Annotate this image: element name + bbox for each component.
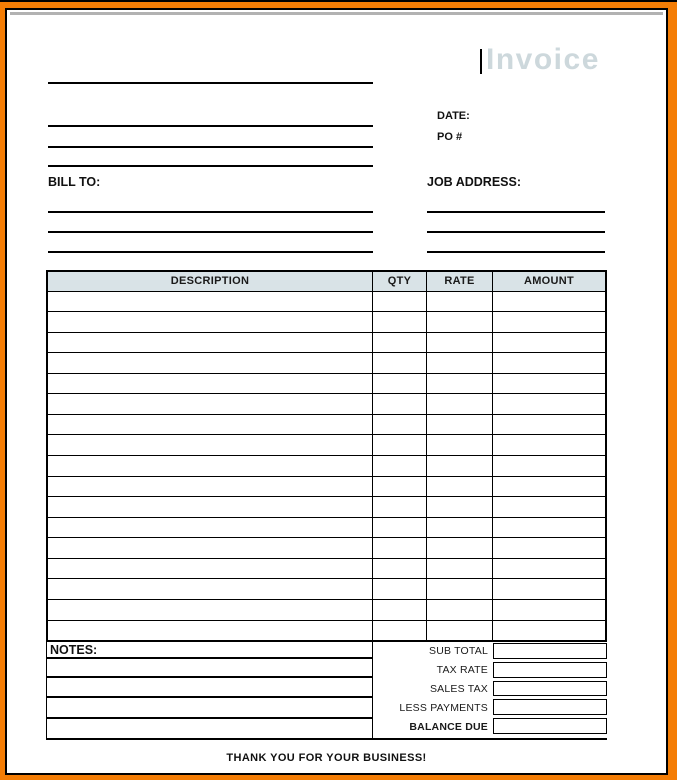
notes-box[interactable] [46, 642, 373, 738]
table-cell-amount[interactable] [493, 415, 605, 435]
table-cell-amount[interactable] [493, 435, 605, 455]
table-cell-rate[interactable] [427, 579, 493, 599]
totals-amount-box[interactable] [493, 681, 607, 697]
totals-label: LESS PAYMENTS [399, 701, 488, 714]
table-cell-rate[interactable] [427, 374, 493, 394]
table-cell-amount[interactable] [493, 538, 605, 558]
table-row [48, 477, 605, 498]
job-address-label: JOB ADDRESS: [427, 175, 521, 189]
table-cell-qty[interactable] [373, 477, 427, 497]
table-cell-qty[interactable] [373, 415, 427, 435]
totals-amount-box[interactable] [493, 643, 607, 659]
table-row [48, 415, 605, 436]
table-cell-description[interactable] [48, 415, 373, 435]
table-row [48, 435, 605, 456]
table-cell-amount[interactable] [493, 477, 605, 497]
table-cell-rate[interactable] [427, 312, 493, 332]
job-address-line[interactable] [427, 251, 605, 253]
table-cell-rate[interactable] [427, 559, 493, 579]
bill-to-line[interactable] [48, 231, 373, 233]
table-cell-amount[interactable] [493, 518, 605, 538]
table-cell-description[interactable] [48, 579, 373, 599]
table-row [48, 333, 605, 354]
job-address-line[interactable] [427, 211, 605, 213]
totals-amount-box[interactable] [493, 718, 607, 734]
table-row [48, 456, 605, 477]
table-cell-amount[interactable] [493, 621, 605, 641]
column-header-rate: RATE [427, 272, 493, 291]
table-cell-amount[interactable] [493, 394, 605, 414]
table-cell-qty[interactable] [373, 292, 427, 312]
table-cell-description[interactable] [48, 600, 373, 620]
totals-label: BALANCE DUE [409, 720, 488, 733]
column-header-description: DESCRIPTION [48, 272, 373, 291]
po-number-label: PO # [437, 131, 463, 143]
table-cell-description[interactable] [48, 312, 373, 332]
table-cell-amount[interactable] [493, 374, 605, 394]
table-cell-rate[interactable] [427, 456, 493, 476]
table-cell-qty[interactable] [373, 600, 427, 620]
table-cell-amount[interactable] [493, 333, 605, 353]
notes-line[interactable] [47, 696, 372, 698]
table-cell-description[interactable] [48, 477, 373, 497]
invoice-title-block [480, 45, 600, 75]
table-cell-rate[interactable] [427, 292, 493, 312]
table-cell-rate[interactable] [427, 518, 493, 538]
company-address-line[interactable] [48, 125, 373, 127]
totals-area [373, 642, 607, 736]
totals-row [373, 661, 607, 680]
table-cell-description[interactable] [48, 333, 373, 353]
date-label: DATE: [437, 110, 470, 122]
table-cell-qty[interactable] [373, 621, 427, 641]
table-row [48, 374, 605, 395]
company-phone-line[interactable] [48, 165, 373, 167]
table-cell-qty[interactable] [373, 538, 427, 558]
table-row [48, 497, 605, 518]
table-cell-qty[interactable] [373, 312, 427, 332]
table-row [48, 312, 605, 333]
table-row [48, 579, 605, 600]
table-header-row [48, 272, 605, 292]
top-shadow-line [10, 12, 663, 15]
table-cell-rate[interactable] [427, 538, 493, 558]
totals-row [373, 680, 607, 699]
table-cell-description[interactable] [48, 538, 373, 558]
table-cell-description[interactable] [48, 518, 373, 538]
bottom-section [46, 642, 607, 740]
table-cell-amount[interactable] [493, 312, 605, 332]
bill-to-line[interactable] [48, 251, 373, 253]
table-cell-description[interactable] [48, 374, 373, 394]
table-cell-rate[interactable] [427, 600, 493, 620]
table-cell-qty[interactable] [373, 559, 427, 579]
table-cell-rate[interactable] [427, 477, 493, 497]
notes-line[interactable] [47, 717, 372, 719]
table-body [48, 292, 605, 641]
table-cell-qty[interactable] [373, 333, 427, 353]
job-address-line[interactable] [427, 231, 605, 233]
column-header-qty: QTY [373, 272, 427, 291]
totals-label: TAX RATE [436, 664, 488, 677]
table-cell-qty[interactable] [373, 456, 427, 476]
notes-line[interactable] [47, 657, 372, 659]
totals-label: SUB TOTAL [429, 645, 488, 658]
table-cell-description[interactable] [48, 292, 373, 312]
table-cell-description[interactable] [48, 394, 373, 414]
table-cell-qty[interactable] [373, 353, 427, 373]
table-cell-amount[interactable] [493, 497, 605, 517]
table-cell-qty[interactable] [373, 579, 427, 599]
table-row [48, 353, 605, 374]
table-cell-qty[interactable] [373, 497, 427, 517]
totals-row [373, 717, 607, 736]
bill-to-label: BILL TO: [48, 175, 101, 189]
thank-you-message: THANK YOU FOR YOUR BUSINESS! [226, 752, 427, 764]
table-row [48, 518, 605, 539]
table-cell-qty[interactable] [373, 518, 427, 538]
table-cell-description[interactable] [48, 456, 373, 476]
notes-line[interactable] [47, 676, 372, 678]
table-cell-rate[interactable] [427, 394, 493, 414]
totals-row [373, 698, 607, 717]
line-items-table [46, 270, 607, 642]
totals-label: SALES TAX [429, 682, 488, 695]
table-cell-amount[interactable] [493, 353, 605, 373]
table-cell-rate[interactable] [427, 353, 493, 373]
table-cell-amount[interactable] [493, 579, 605, 599]
table-cell-description[interactable] [48, 621, 373, 641]
outer-top-line [0, 0, 677, 2]
table-cell-rate[interactable] [427, 415, 493, 435]
table-cell-description[interactable] [48, 497, 373, 517]
table-cell-rate[interactable] [427, 435, 493, 455]
totals-row [373, 642, 607, 661]
table-row [48, 292, 605, 313]
table-cell-rate[interactable] [427, 333, 493, 353]
table-cell-rate[interactable] [427, 497, 493, 517]
totals-amount-box[interactable] [493, 699, 607, 715]
company-city-line[interactable] [48, 146, 373, 148]
table-row [48, 600, 605, 621]
table-cell-qty[interactable] [373, 435, 427, 455]
table-cell-description[interactable] [48, 435, 373, 455]
totals-amount-box[interactable] [493, 662, 607, 678]
table-cell-amount[interactable] [493, 600, 605, 620]
table-row [48, 538, 605, 559]
table-row [48, 621, 605, 641]
table-cell-amount[interactable] [493, 456, 605, 476]
table-cell-rate[interactable] [427, 621, 493, 641]
table-row [48, 559, 605, 580]
table-cell-qty[interactable] [373, 374, 427, 394]
table-cell-description[interactable] [48, 353, 373, 373]
table-cell-qty[interactable] [373, 394, 427, 414]
table-cell-amount[interactable] [493, 559, 605, 579]
company-name-line[interactable] [48, 82, 373, 84]
text-cursor [480, 49, 482, 74]
table-row [48, 394, 605, 415]
table-cell-description[interactable] [48, 559, 373, 579]
table-cell-amount[interactable] [493, 292, 605, 312]
column-header-amount: AMOUNT [523, 275, 575, 288]
bill-to-line[interactable] [48, 211, 373, 213]
notes-label: NOTES: [50, 643, 98, 657]
page-title: Invoice [486, 43, 600, 76]
